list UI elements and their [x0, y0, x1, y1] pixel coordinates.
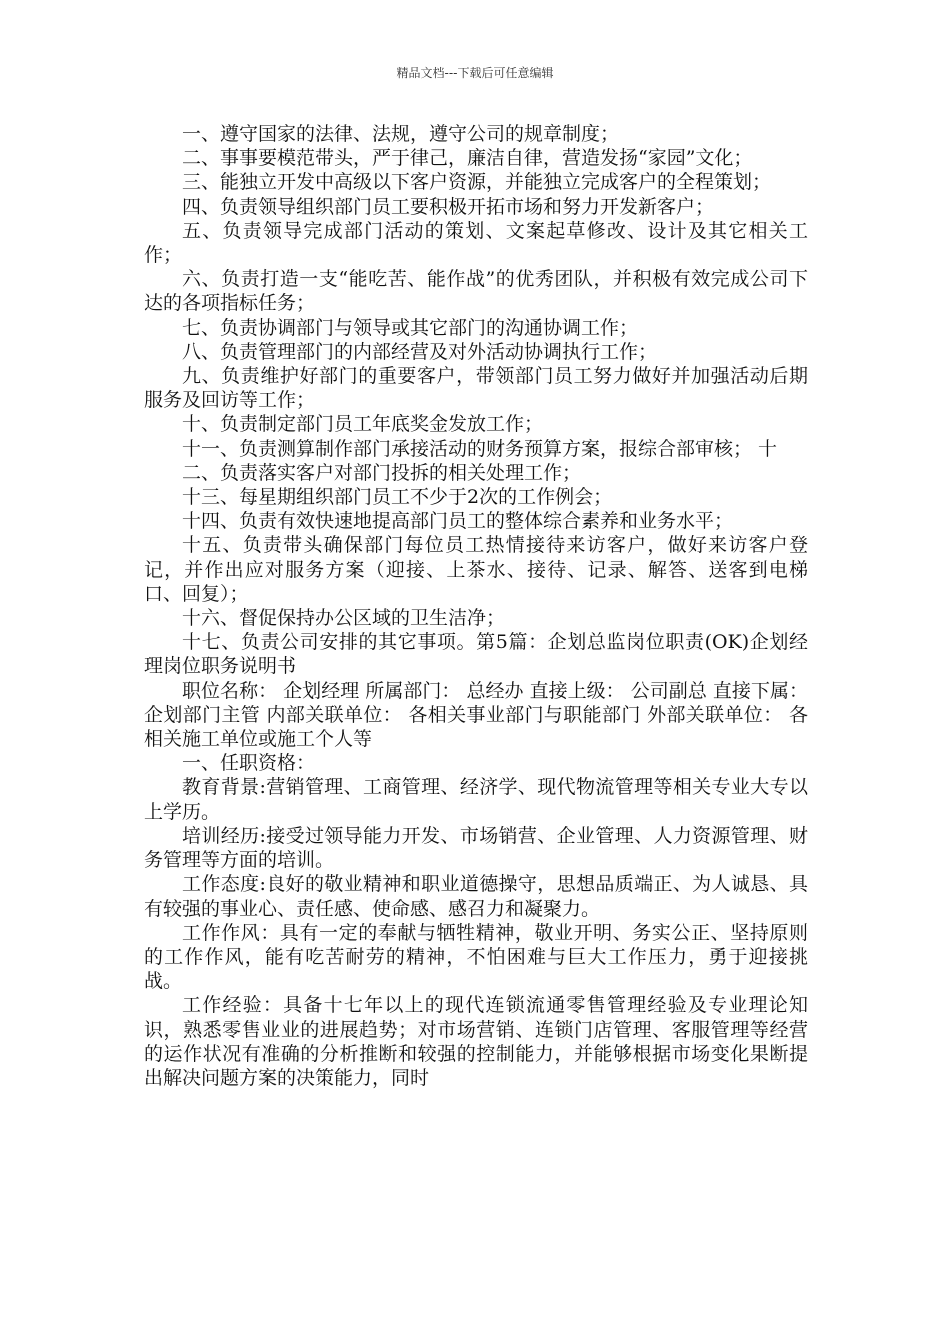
- paragraph: 十、负责制定部门员工年底奖金发放工作；: [182, 413, 544, 436]
- paragraph: 工作经验：具备十七年以上的现代连锁流通零售管理经验及专业理论知识，熟悉零售业业的进展趋势；对市场营销、连锁门店管理、客服管理等经营的运作状况有准确的分析推断和较强的控制能力，并能够根据市场变化果断提出解决问题方案的决策能力，同时: [144, 994, 808, 1089]
- paragraph: 一、遵守国家的法律、法规，遵守公司的规章制度；: [182, 123, 620, 145]
- paragraph: 八、负责管理部门的内部经营及对外活动协调执行工作；: [182, 340, 658, 363]
- paragraph: 工作态度:良好的敬业精神和职业道德操守，思想品质端正、为人诚恳、具有较强的事业心、责任感、使命感、感召力和凝聚力。: [144, 873, 808, 920]
- paragraph: 培训经历:接受过领导能力开发、市场销营、企业管理、人力资源管理、财务管理等方面的培训。: [144, 824, 808, 872]
- paragraph: 二、负责落实客户对部门投拆的相关处理工作；: [182, 461, 582, 484]
- paragraph: 七、负责协调部门与领导或其它部门的沟通协调工作；: [182, 316, 639, 339]
- page-header: 精品文档---下载后可任意编辑: [396, 66, 554, 80]
- paragraph: 工作作风：具有一定的奉献与牺牲精神，敬业开明、务实公正、坚持原则的工作作风，能有吃苦耐劳的精神，不怕困难与巨大工作压力，勇于迎接挑战。: [144, 921, 808, 993]
- document-body: [144, 122, 808, 1090]
- paragraph: 六、负责打造一支“能吃苦、能作战”的优秀团队，并积极有效完成公司下达的各项指标任务；: [144, 268, 808, 315]
- paragraph: 三、能独立开发中高级以下客户资源，并能独立完成客户的全程策划；: [182, 171, 772, 194]
- paragraph: 教育背景:营销管理、工商管理、经济学、现代物流管理等相关专业大专以上学历。: [144, 776, 808, 823]
- paragraph: 十一、负责测算制作部门承接活动的财务预算方案，报综合部审核； 十: [182, 437, 778, 460]
- paragraph: 十七、负责公司安排的其它事项。第5篇：企划总监岗位职责(OK)企划经理岗位职务说明书: [144, 631, 808, 678]
- paragraph: 十三、每星期组织部门员工不少于2次的工作例会；: [182, 486, 613, 509]
- paragraph: 四、负责领导组织部门员工要积极开拓市场和努力开发新客户；: [182, 195, 715, 218]
- paragraph: 五、负责领导完成部门活动的策划、文案起草修改、设计及其它相关工作；: [144, 219, 808, 267]
- paragraph: 职位名称： 企划经理 所属部门： 总经办 直接上级： 公司副总 直接下属： 企划部门主管 内部关联单位： 各相关事业部门与职能部门 外部关联单位： 各相关施工单位或施工个人等: [144, 679, 808, 751]
- paragraph: 十五、负责带头确保部门每位员工热情接待来访客户，做好来访客户登记，并作出应对服务方案（迎接、上茶水、接待、记录、解答、送客到电梯口、回复）；: [144, 534, 808, 605]
- paragraph: 十四、负责有效快速地提高部门员工的整体综合素养和业务水平；: [182, 510, 734, 533]
- section-heading: 一、任职资格：: [182, 752, 316, 775]
- paragraph: 九、负责维护好部门的重要客户，带领部门员工努力做好并加强活动后期服务及回访等工作；: [144, 365, 808, 412]
- paragraph: 二、事事要模范带头，严于律己，廉洁自律，营造发扬“家园”文化；: [182, 147, 753, 170]
- paragraph: 十六、督促保持办公区域的卫生洁净；: [182, 607, 506, 630]
